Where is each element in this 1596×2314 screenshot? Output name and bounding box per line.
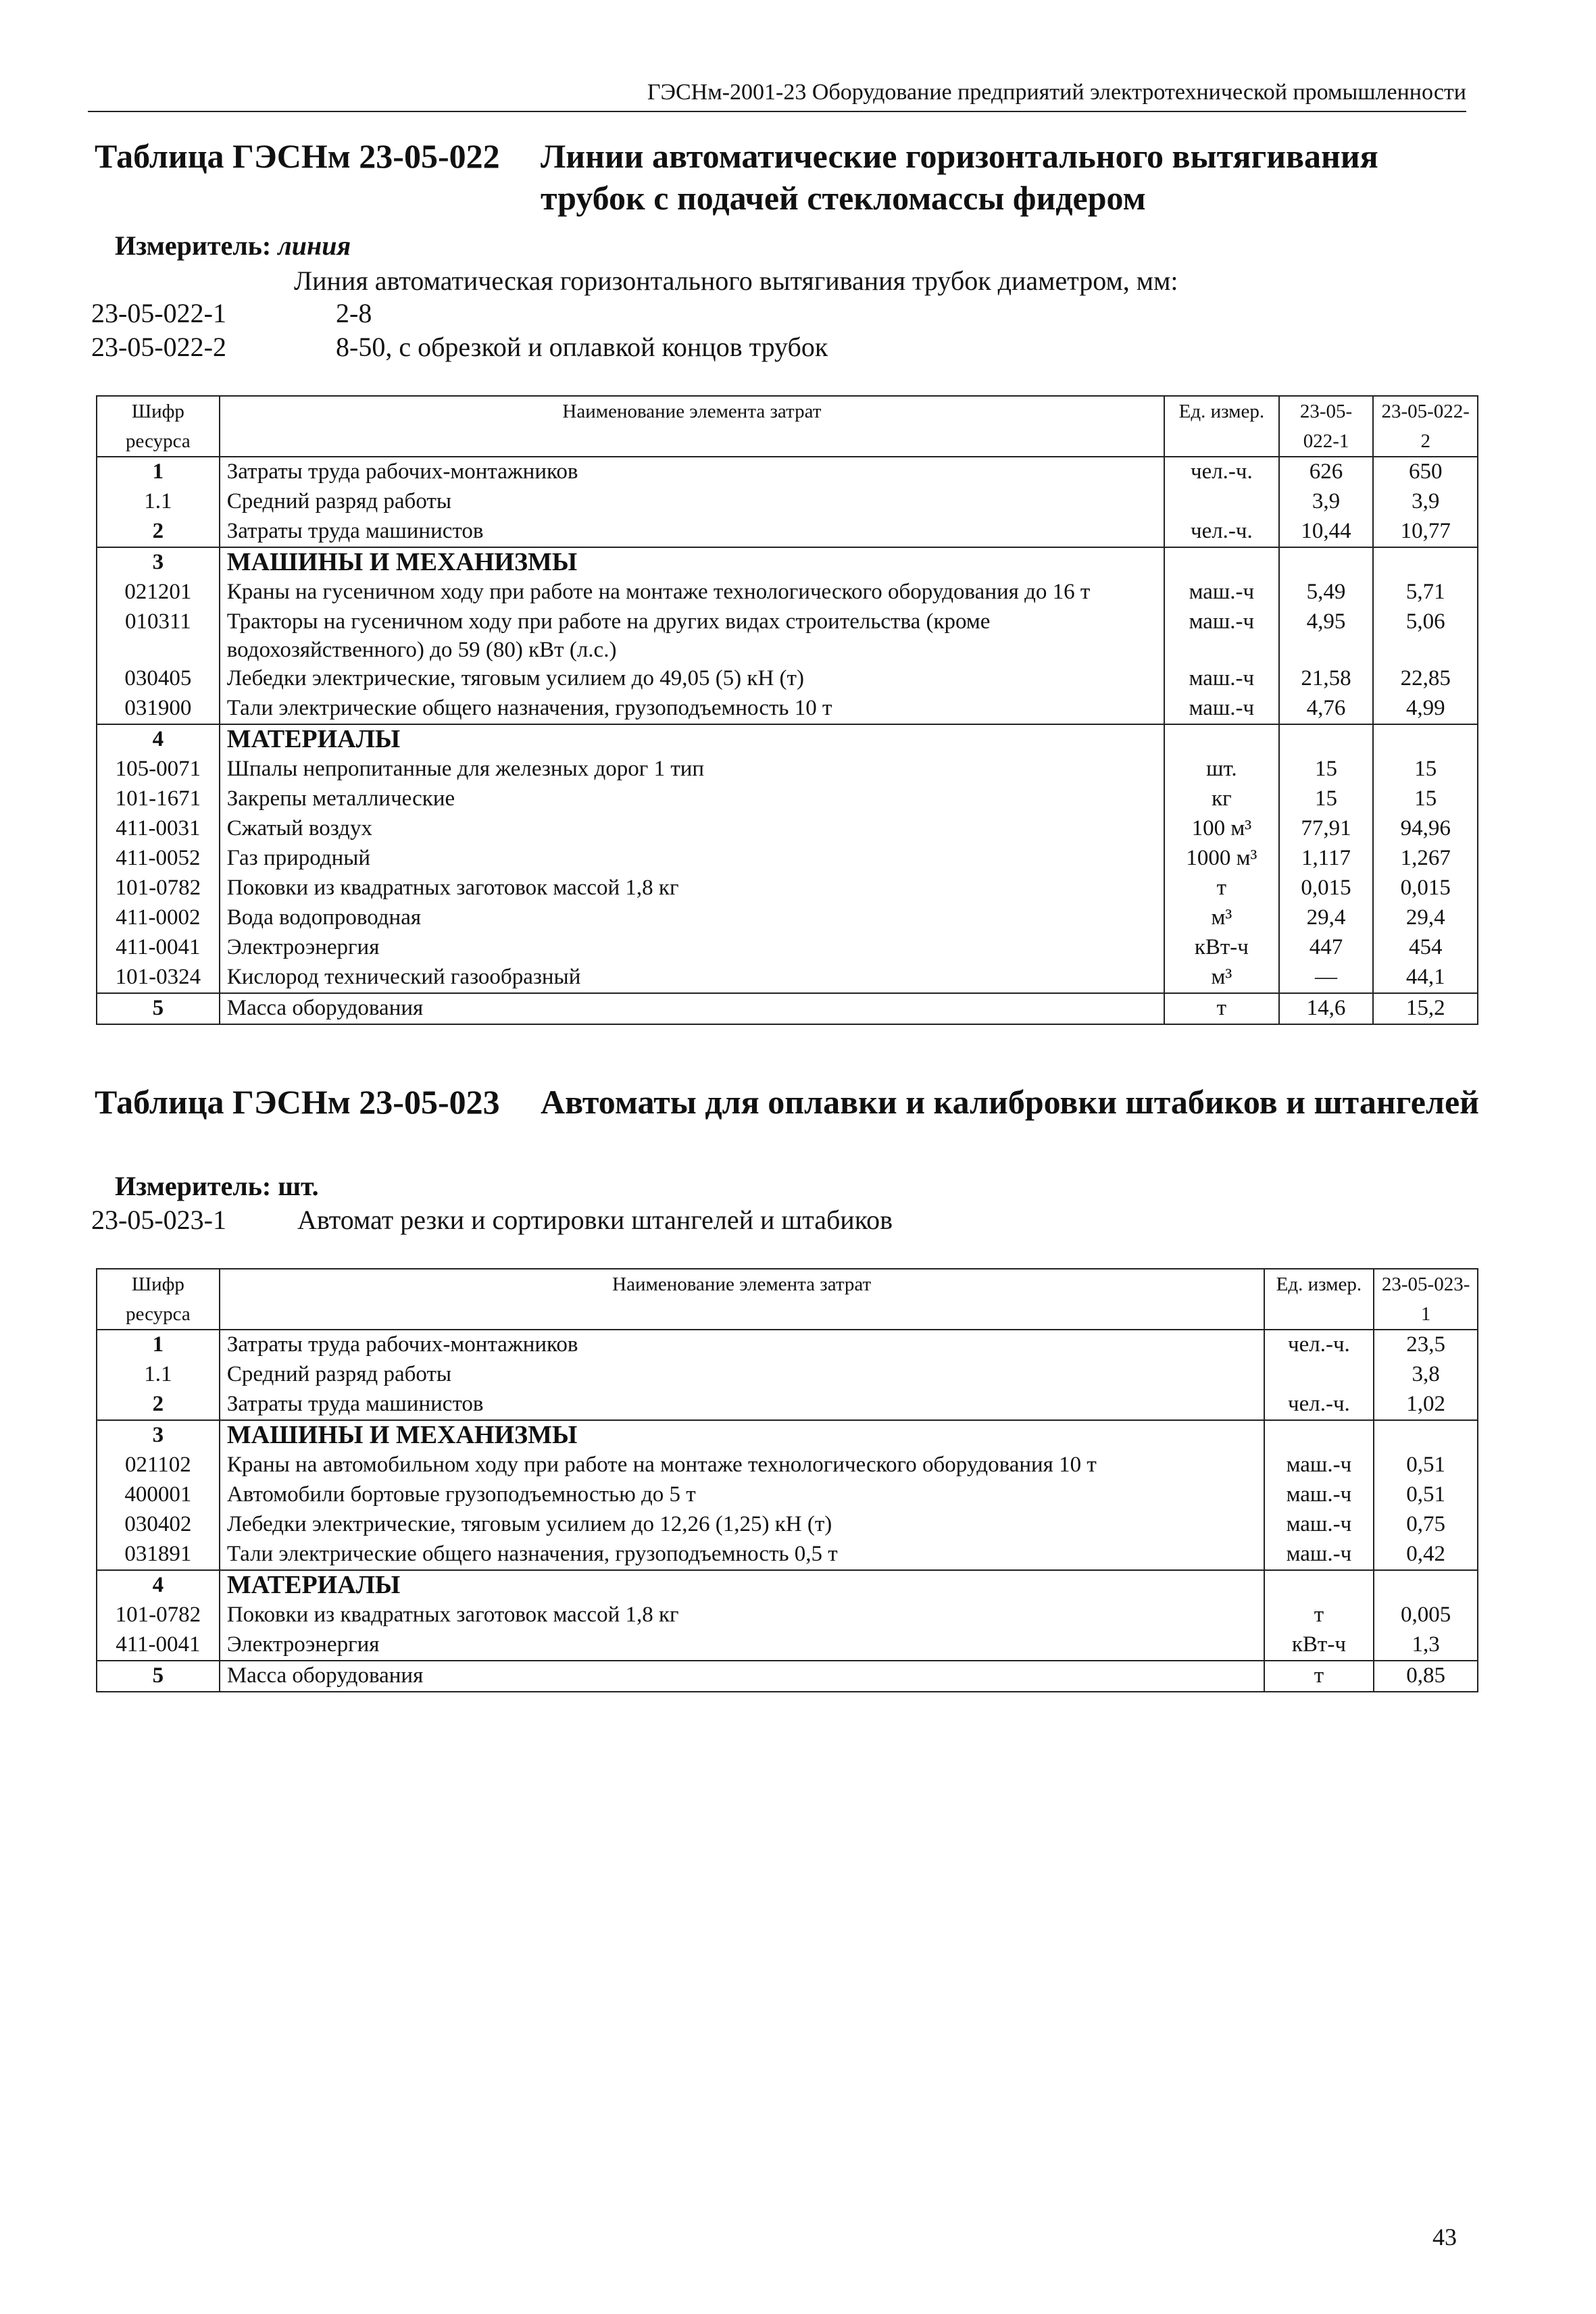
table-row <box>97 547 1478 578</box>
table2-heading <box>95 1081 1487 1123</box>
row-code: 4 <box>97 724 220 755</box>
table-row <box>97 1540 1478 1570</box>
row-name: Шпалы непропитанные для железных дорог 1 тип <box>220 755 1164 784</box>
header-col1: 23-05-022-1 <box>1279 396 1374 457</box>
table2-title: Автоматы для оплавки и калибровки штабиков и штангелей <box>541 1083 1479 1121</box>
row-code: 030402 <box>97 1510 220 1540</box>
row-value: 1,267 <box>1373 844 1478 874</box>
table-row <box>97 578 1478 607</box>
row-unit: кВт-ч <box>1164 933 1279 963</box>
table2-number: Таблица ГЭСНм 23-05-023 <box>95 1083 500 1121</box>
row-code: 031891 <box>97 1540 220 1570</box>
header-code: Шифр ресурса <box>97 1269 220 1330</box>
row-value: 14,6 <box>1279 993 1374 1024</box>
row-value: 10,77 <box>1373 517 1478 547</box>
row-value <box>1373 547 1478 578</box>
table1-item-code: 23-05-022-2 <box>91 332 226 362</box>
table-row <box>97 784 1478 814</box>
row-unit: шт. <box>1164 755 1279 784</box>
row-value: 4,76 <box>1279 694 1374 724</box>
row-unit: чел.-ч. <box>1264 1330 1374 1360</box>
row-code: 411-0031 <box>97 814 220 844</box>
row-value: — <box>1279 963 1374 993</box>
row-name: Газ природный <box>220 844 1164 874</box>
row-name: Средний разряд работы <box>220 487 1164 517</box>
row-name: Тали электрические общего назначения, грузоподъемность 10 т <box>220 694 1164 724</box>
row-name: Затраты труда машинистов <box>220 517 1164 547</box>
row-unit: чел.-ч. <box>1164 517 1279 547</box>
row-value <box>1279 547 1374 578</box>
row-value: 15 <box>1373 755 1478 784</box>
row-value: 23,5 <box>1374 1330 1478 1360</box>
table-row <box>97 1480 1478 1510</box>
row-name: МАТЕРИАЛЫ <box>220 724 1164 755</box>
table-row <box>97 814 1478 844</box>
row-unit: маш.-ч <box>1264 1510 1374 1540</box>
row-value: 22,85 <box>1373 664 1478 694</box>
row-code: 1 <box>97 1330 220 1360</box>
row-unit: м³ <box>1164 963 1279 993</box>
row-value: 650 <box>1373 457 1478 487</box>
row-code: 1.1 <box>97 1360 220 1390</box>
row-value: 0,005 <box>1374 1601 1478 1630</box>
table1-item-text: 8-50, с обрезкой и оплавкой концов трубок <box>336 332 828 362</box>
row-unit: чел.-ч. <box>1164 457 1279 487</box>
row-name: МАШИНЫ И МЕХАНИЗМЫ <box>220 1420 1264 1451</box>
row-unit: маш.-ч <box>1164 607 1279 664</box>
meter-label: Измеритель: <box>115 1171 272 1201</box>
row-unit: маш.-ч <box>1264 1540 1374 1570</box>
row-code: 010311 <box>97 607 220 664</box>
row-code: 101-1671 <box>97 784 220 814</box>
row-name: МАШИНЫ И МЕХАНИЗМЫ <box>220 547 1164 578</box>
table-row <box>97 517 1478 547</box>
row-value: 3,8 <box>1374 1360 1478 1390</box>
row-unit: 100 м³ <box>1164 814 1279 844</box>
row-name: Закрепы металлические <box>220 784 1164 814</box>
table1-item-text: 2-8 <box>336 298 372 328</box>
row-unit: маш.-ч <box>1164 578 1279 607</box>
row-value: 626 <box>1279 457 1374 487</box>
running-header: ГЭСНм-2001-23 Оборудование предприятий электротехнической промышленности <box>88 80 1466 112</box>
header-code: Шифр ресурса <box>97 396 220 457</box>
row-name: Кислород технический газообразный <box>220 963 1164 993</box>
table-row <box>97 487 1478 517</box>
table-header-row <box>97 396 1478 457</box>
header-col2: 23-05-022-2 <box>1373 396 1478 457</box>
table-row <box>97 1601 1478 1630</box>
page-number: 43 <box>1432 2223 1457 2250</box>
row-code: 1 <box>97 457 220 487</box>
row-code: 3 <box>97 1420 220 1451</box>
row-value: 454 <box>1373 933 1478 963</box>
row-value: 15,2 <box>1373 993 1478 1024</box>
row-code: 3 <box>97 547 220 578</box>
row-unit <box>1264 1420 1374 1451</box>
row-code: 4 <box>97 1570 220 1601</box>
row-name: Масса оборудования <box>220 1661 1264 1692</box>
row-name: Краны на автомобильном ходу при работе на монтаже технологического оборудования 10 т <box>220 1451 1264 1480</box>
row-name: Тракторы на гусеничном ходу при работе на других видах строительства (кроме водохозяйственного) до 59 (80) кВт (л.с.) <box>220 607 1164 664</box>
row-code: 101-0324 <box>97 963 220 993</box>
table1-item-code: 23-05-022-1 <box>91 298 226 328</box>
row-code: 411-0041 <box>97 933 220 963</box>
header-unit: Ед. измер. <box>1164 396 1279 457</box>
row-value: 0,51 <box>1374 1451 1478 1480</box>
row-value: 21,58 <box>1279 664 1374 694</box>
row-code: 2 <box>97 517 220 547</box>
resource-table-2 <box>96 1268 1478 1692</box>
row-unit: т <box>1164 993 1279 1024</box>
row-unit: маш.-ч <box>1264 1451 1374 1480</box>
row-unit: 1000 м³ <box>1164 844 1279 874</box>
row-unit: маш.-ч <box>1164 664 1279 694</box>
row-value <box>1374 1570 1478 1601</box>
row-name: Затраты труда рабочих-монтажников <box>220 1330 1264 1360</box>
table2-item-code: 23-05-023-1 <box>91 1205 226 1235</box>
row-name: Тали электрические общего назначения, грузоподъемность 0,5 т <box>220 1540 1264 1570</box>
row-unit: кг <box>1164 784 1279 814</box>
table-row <box>97 963 1478 993</box>
row-value: 44,1 <box>1373 963 1478 993</box>
table-row <box>97 993 1478 1024</box>
row-code: 030405 <box>97 664 220 694</box>
row-value <box>1374 1420 1478 1451</box>
row-unit <box>1164 547 1279 578</box>
row-name: МАТЕРИАЛЫ <box>220 1570 1264 1601</box>
row-value: 0,85 <box>1374 1661 1478 1692</box>
table-row <box>97 903 1478 933</box>
row-value: 5,49 <box>1279 578 1374 607</box>
table-row <box>97 1451 1478 1480</box>
table-row <box>97 607 1478 664</box>
row-value: 77,91 <box>1279 814 1374 844</box>
meter-value: линия <box>278 230 351 261</box>
meter-value: шт. <box>278 1171 319 1201</box>
row-unit: маш.-ч <box>1164 694 1279 724</box>
row-code: 411-0041 <box>97 1630 220 1661</box>
table-row <box>97 1661 1478 1692</box>
row-value: 5,06 <box>1373 607 1478 664</box>
row-name: Краны на гусеничном ходу при работе на монтаже технологического оборудования до 16 т <box>220 578 1164 607</box>
row-name: Затраты труда рабочих-монтажников <box>220 457 1164 487</box>
row-code: 031900 <box>97 694 220 724</box>
row-value: 0,51 <box>1374 1480 1478 1510</box>
row-code: 101-0782 <box>97 874 220 903</box>
table-row <box>97 844 1478 874</box>
row-value: 0,42 <box>1374 1540 1478 1570</box>
table-row <box>97 724 1478 755</box>
table-row <box>97 1630 1478 1661</box>
row-value: 94,96 <box>1373 814 1478 844</box>
row-unit <box>1164 724 1279 755</box>
row-unit <box>1164 487 1279 517</box>
row-name: Электроэнергия <box>220 933 1164 963</box>
row-name: Поковки из квадратных заготовок массой 1,8 кг <box>220 1601 1264 1630</box>
row-name: Средний разряд работы <box>220 1360 1264 1390</box>
row-value: 1,02 <box>1374 1390 1478 1420</box>
resource-table-1 <box>96 395 1478 1025</box>
row-unit: т <box>1264 1601 1374 1630</box>
row-value: 15 <box>1279 755 1374 784</box>
row-name: Поковки из квадратных заготовок массой 1,8 кг <box>220 874 1164 903</box>
row-value: 15 <box>1373 784 1478 814</box>
row-unit: маш.-ч <box>1264 1480 1374 1510</box>
row-name: Масса оборудования <box>220 993 1164 1024</box>
table1-intro: Линия автоматическая горизонтального вытягивания трубок диаметром, мм: <box>294 266 1178 296</box>
table-row <box>97 664 1478 694</box>
row-code: 021102 <box>97 1451 220 1480</box>
row-code: 101-0782 <box>97 1601 220 1630</box>
row-code: 021201 <box>97 578 220 607</box>
table2-meter <box>115 1170 319 1202</box>
row-unit: чел.-ч. <box>1264 1390 1374 1420</box>
row-value: 3,9 <box>1373 487 1478 517</box>
row-unit <box>1264 1570 1374 1601</box>
row-unit: т <box>1164 874 1279 903</box>
row-code: 400001 <box>97 1480 220 1510</box>
table1-title: Линии автоматические горизонтального вытягивания трубок с подачей стекломассы фидером <box>541 137 1378 217</box>
row-code: 105-0071 <box>97 755 220 784</box>
row-value <box>1279 724 1374 755</box>
table-row <box>97 1360 1478 1390</box>
table1-heading <box>95 135 1487 219</box>
row-value: 0,015 <box>1279 874 1374 903</box>
row-code: 5 <box>97 993 220 1024</box>
table-row <box>97 1420 1478 1451</box>
row-value: 1,3 <box>1374 1630 1478 1661</box>
row-value: 4,95 <box>1279 607 1374 664</box>
table-row <box>97 1330 1478 1360</box>
header-name: Наименование элемента затрат <box>220 396 1164 457</box>
row-name: Затраты труда машинистов <box>220 1390 1264 1420</box>
row-unit <box>1264 1360 1374 1390</box>
row-code: 5 <box>97 1661 220 1692</box>
row-name: Лебедки электрические, тяговым усилием до 12,26 (1,25) кН (т) <box>220 1510 1264 1540</box>
row-value: 1,117 <box>1279 844 1374 874</box>
table1-number: Таблица ГЭСНм 23-05-022 <box>95 137 500 175</box>
row-unit: м³ <box>1164 903 1279 933</box>
table2-item-text: Автомат резки и сортировки штангелей и штабиков <box>297 1205 893 1235</box>
table-row <box>97 874 1478 903</box>
row-value: 3,9 <box>1279 487 1374 517</box>
table-row <box>97 457 1478 487</box>
row-code: 411-0002 <box>97 903 220 933</box>
row-value <box>1373 724 1478 755</box>
header-unit: Ед. измер. <box>1264 1269 1374 1330</box>
row-value: 447 <box>1279 933 1374 963</box>
row-name: Автомобили бортовые грузоподъемностью до 5 т <box>220 1480 1264 1510</box>
row-value: 0,015 <box>1373 874 1478 903</box>
row-code: 1.1 <box>97 487 220 517</box>
table-row <box>97 755 1478 784</box>
row-value: 10,44 <box>1279 517 1374 547</box>
row-value: 29,4 <box>1373 903 1478 933</box>
row-value: 29,4 <box>1279 903 1374 933</box>
table-row <box>97 694 1478 724</box>
meter-label: Измеритель: <box>115 230 272 261</box>
row-name: Вода водопроводная <box>220 903 1164 933</box>
table-row <box>97 1510 1478 1540</box>
row-unit: кВт-ч <box>1264 1630 1374 1661</box>
header-name: Наименование элемента затрат <box>220 1269 1264 1330</box>
row-name: Сжатый воздух <box>220 814 1164 844</box>
row-code: 411-0052 <box>97 844 220 874</box>
row-value: 5,71 <box>1373 578 1478 607</box>
row-name: Электроэнергия <box>220 1630 1264 1661</box>
row-value: 0,75 <box>1374 1510 1478 1540</box>
table-row <box>97 1570 1478 1601</box>
row-code: 2 <box>97 1390 220 1420</box>
table-row <box>97 1390 1478 1420</box>
table-header-row <box>97 1269 1478 1330</box>
row-value: 4,99 <box>1373 694 1478 724</box>
row-unit: т <box>1264 1661 1374 1692</box>
row-value: 15 <box>1279 784 1374 814</box>
table-row <box>97 933 1478 963</box>
table1-meter <box>115 230 351 261</box>
header-col1: 23-05-023-1 <box>1374 1269 1478 1330</box>
row-name: Лебедки электрические, тяговым усилием до 49,05 (5) кН (т) <box>220 664 1164 694</box>
